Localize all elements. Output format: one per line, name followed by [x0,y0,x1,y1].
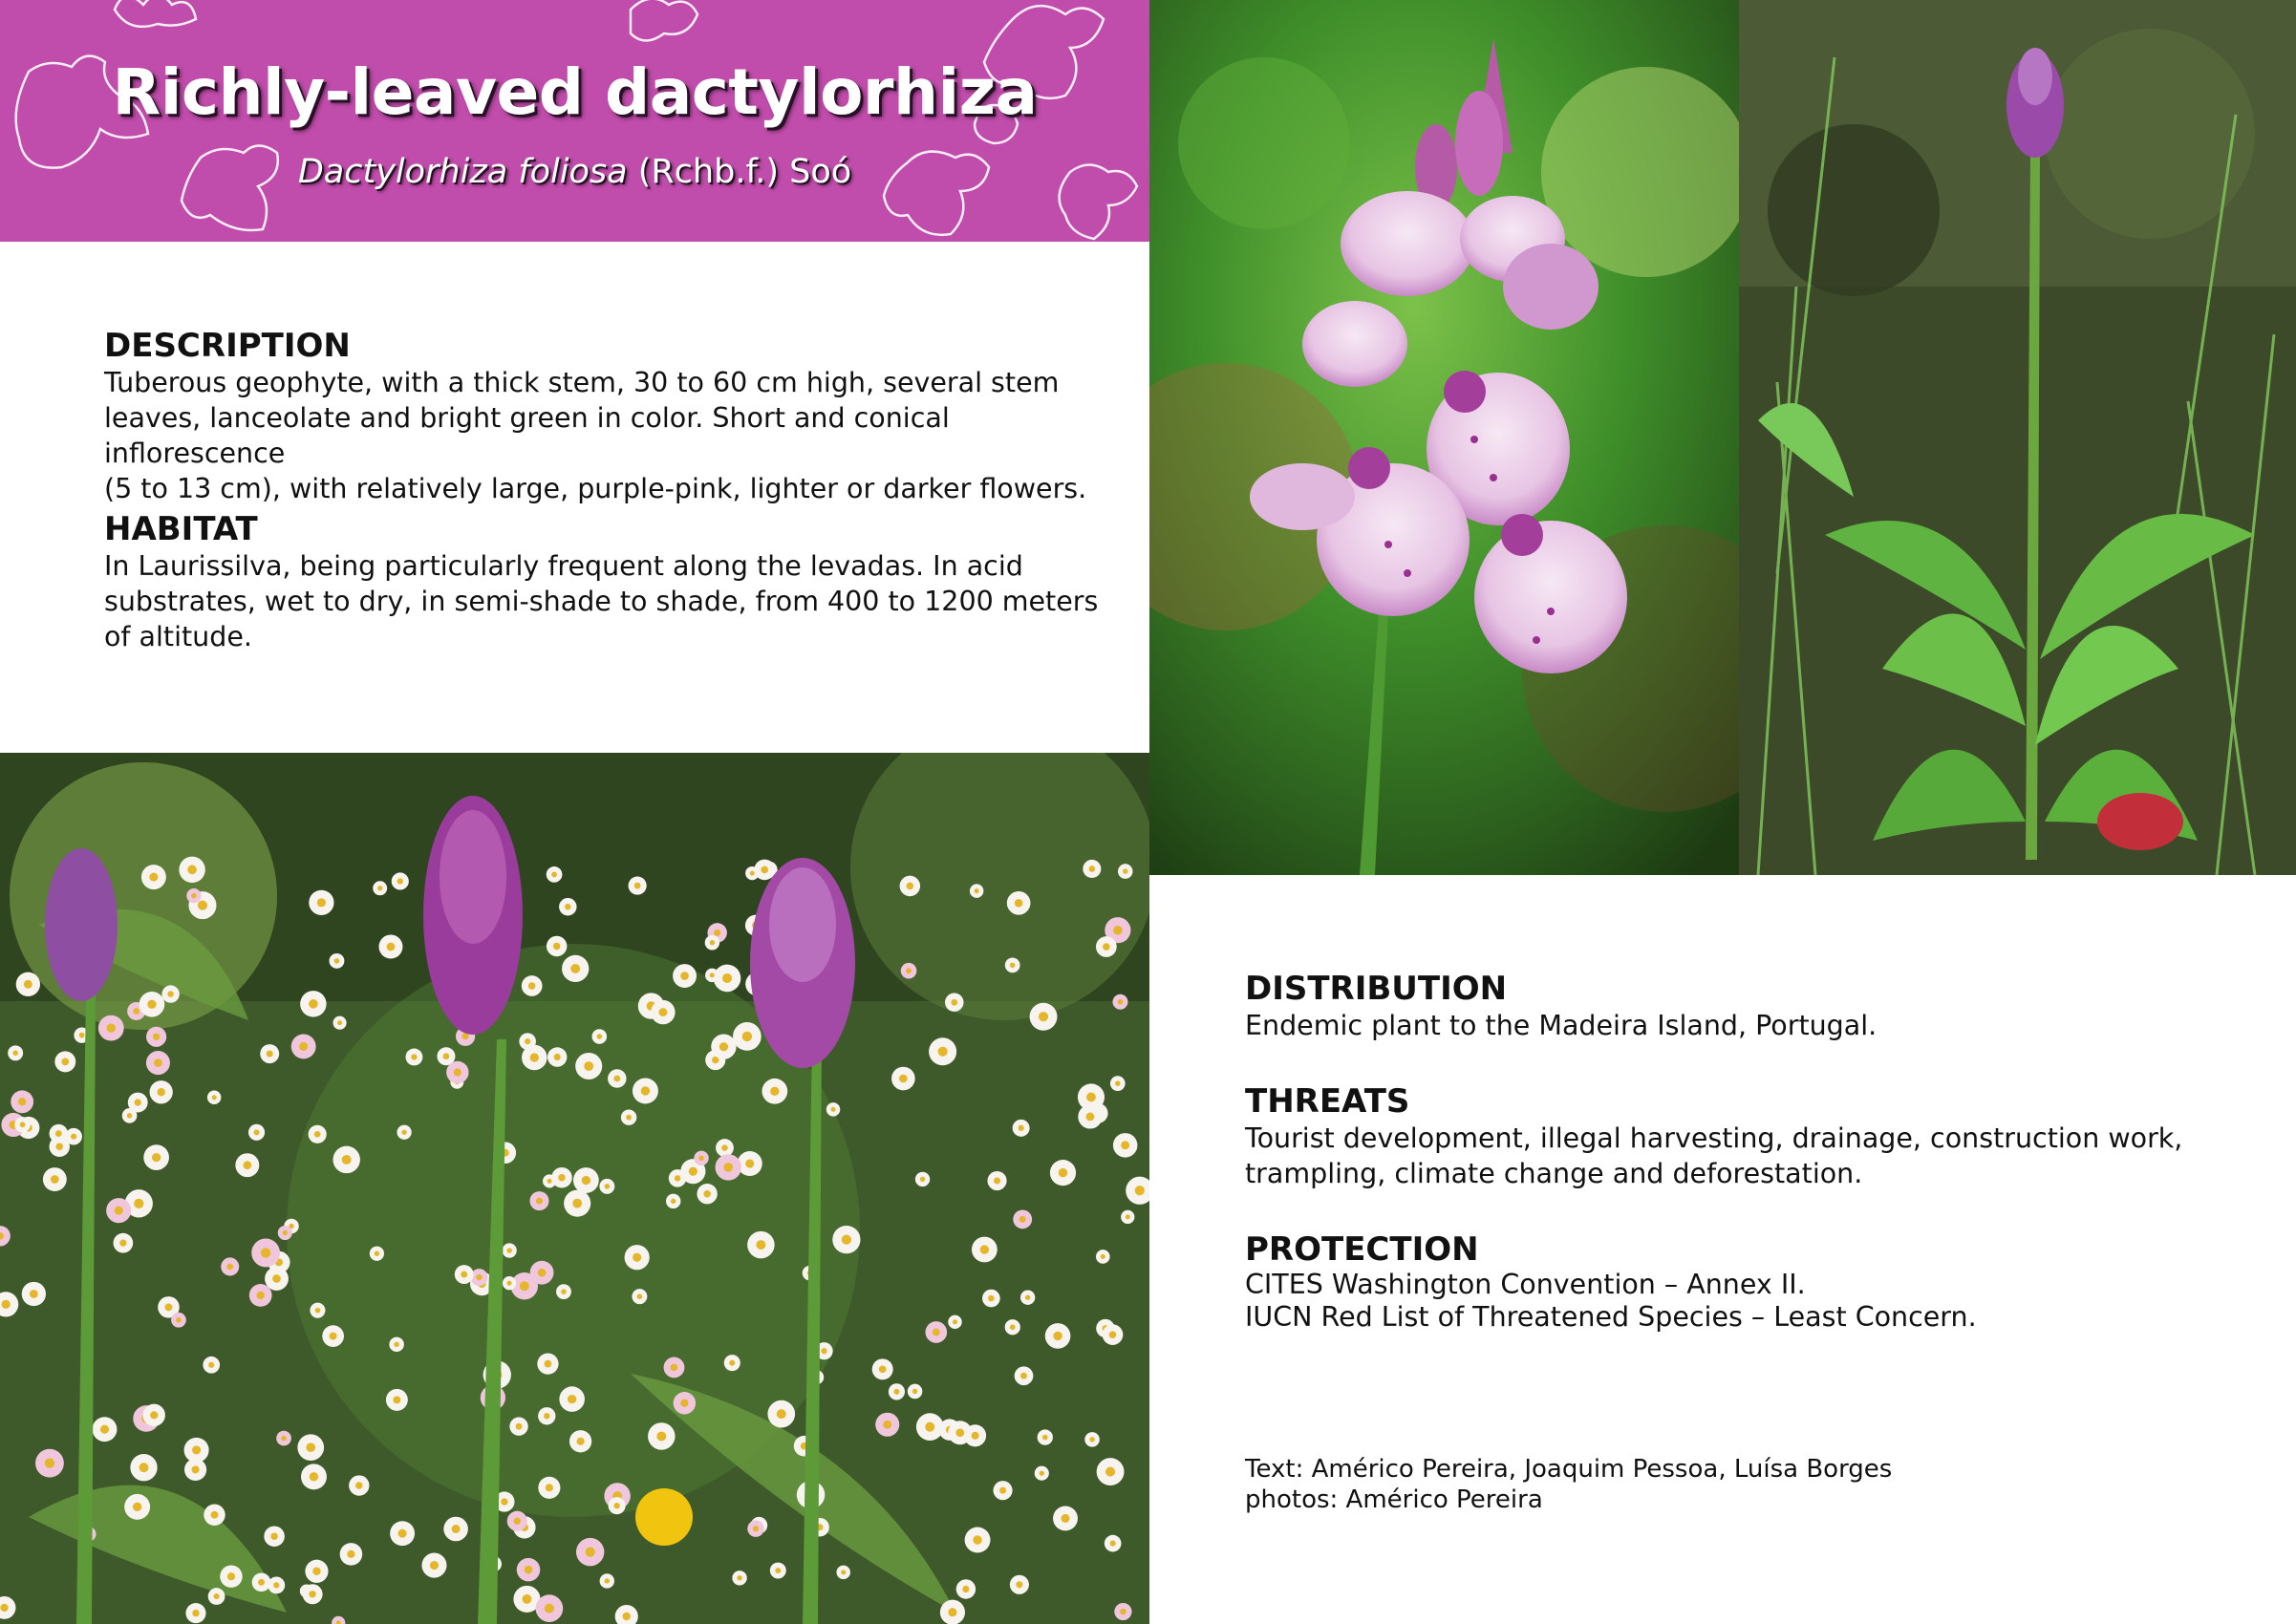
daisy-center [723,1163,733,1172]
daisy-center [775,1568,781,1573]
daisy-center [153,1034,160,1040]
habitat-line: substrates, wet to dry, in semi-shade to shade, from 400 to 1200 meters [104,586,1099,617]
protection-line: CITES Washington Convention – Annex II. [1245,1269,1806,1300]
daisy-center [980,1245,989,1253]
daisy-center [147,1000,156,1009]
daisy-center [745,1159,754,1167]
daisy-center [737,1575,741,1580]
daisy-center [1086,1113,1095,1122]
orchid-habit-photo [1739,0,2296,875]
daisy-center [150,1411,158,1419]
distribution-section [1245,970,2258,1043]
daisy-center [516,1423,523,1430]
daisy-center [198,901,207,910]
daisy-center [1089,1437,1094,1442]
daisy-center [1015,899,1023,908]
daisy-center [18,1098,26,1105]
daisy-center [176,1317,181,1322]
daisy-center [761,866,768,874]
daisy-center [907,883,914,890]
daisy-center [634,883,641,889]
daisy-center [938,1047,948,1057]
daisy-center [1053,1332,1062,1340]
daisy-center [680,1400,688,1407]
daisy-center [750,871,755,876]
daisy-center [1126,1214,1130,1219]
daisy-center [613,1076,620,1082]
daisy-center [273,1582,279,1588]
daisy-center [507,1281,512,1286]
daisy-center [883,1421,891,1429]
daisy-center [729,1360,735,1366]
daisy-center [342,1155,352,1165]
daisy-center [191,893,196,898]
daisy-center [544,1413,549,1419]
daisy-center [315,1308,321,1314]
daisy-center [520,1281,529,1291]
daisy-center [347,1550,354,1558]
daisy-center [135,1099,141,1105]
daisy-center [192,1445,201,1454]
header-banner [0,0,1149,242]
scientific-name-line [0,153,1149,191]
daisy-center [719,1042,728,1051]
daisy-center [551,871,557,877]
daisy-center [538,1269,547,1277]
credits-text-line: Text: Américo Pereira, Joaquim Pessoa, Luísa Borges [1245,1455,1893,1484]
daisy-center [1016,1581,1022,1588]
daisy-center [710,972,715,977]
daisy-center [714,930,720,936]
daisy-center [975,888,979,893]
daisy-center [283,1230,288,1235]
daisy-center [973,1535,981,1544]
daisy-center [1040,1471,1044,1476]
daisy-center [1118,999,1124,1005]
daisy-center [525,1038,530,1044]
credits [1245,1454,2258,1515]
daisy-center [208,1362,214,1368]
daisy-center [258,1579,265,1586]
credits-photo-line: photos: Américo Pereira [1245,1485,1543,1514]
daisy-center [272,1274,281,1283]
daisy-center [955,1428,964,1437]
daisy-center [100,1425,109,1434]
daisy-center [1113,926,1123,935]
daisy-center [1018,1125,1023,1131]
daisy-center [613,1503,619,1508]
daisy-center [525,1566,533,1574]
daisy-center [1086,1093,1096,1102]
daisy-center [514,1518,521,1525]
daisy-center [1105,1467,1115,1477]
daisy-center [605,1184,611,1189]
daisy-center [698,1156,703,1161]
habitat-section [104,510,1117,654]
daisy-center [55,1143,63,1151]
description-line: (5 to 13 cm), with relatively large, purple-pink, lighter or darker flowers. [104,473,1087,504]
daisy-center [1019,1216,1026,1223]
daisy-center [994,1177,1000,1184]
daisy-center [51,1175,59,1184]
daisy-center [443,1053,450,1059]
daisy-center [334,958,340,964]
habitat-line: In Laurissilva, being particularly frequent along the levadas. In acid [104,550,1023,582]
daisy-center [24,980,32,989]
daisy-center [257,1292,265,1299]
daisy-center [912,1389,917,1394]
daisy-center [501,1498,507,1505]
habitat-line: of altitude. [104,621,252,652]
daisy-center [689,1167,697,1176]
daisy-center [1115,1080,1121,1086]
daisy-center [633,1253,641,1262]
threats-section [1245,1082,2258,1191]
daisy-center [310,1472,318,1481]
daisy-center [545,1360,552,1368]
daisy-center [507,1248,512,1252]
daisy-center [71,1134,76,1140]
daisy-center [742,1032,752,1041]
daisy-center [394,1342,398,1347]
daisy-center [401,1130,406,1135]
daisy-center [430,1561,439,1570]
daisy-center [317,898,326,907]
daisy-center [309,1591,315,1597]
daisy-center [165,1303,173,1311]
daisy-center [753,1526,759,1531]
daisy-center [387,943,396,951]
daisy-center [577,1438,585,1445]
daisy-center [211,1511,219,1519]
daisy-center [536,1198,543,1205]
daisy-center [411,1054,417,1059]
habitat-heading: HABITAT [104,510,258,548]
daisy-center [545,1604,554,1613]
daisy-center [570,964,580,973]
daisy-center [680,972,689,980]
daisy-center [12,1051,18,1057]
daisy-center [149,873,158,882]
daisy-center [656,1431,666,1441]
daisy-center [281,1436,286,1441]
daisy-center [337,1020,342,1025]
daisy-center [192,1610,199,1616]
daisy-center [962,1586,969,1592]
scientific-name: Dactylorhiza foliosa [297,153,628,191]
daisy-center [1121,1141,1129,1149]
daisy-center [584,1061,593,1071]
daisy-center [452,1525,461,1533]
orchid-closeup-photo [1149,0,1739,875]
daisy-center [671,1199,676,1204]
daisy-center [375,1251,379,1256]
daisy-center [312,1568,320,1575]
daisy-center [397,878,403,884]
daisy-center [523,1594,532,1604]
daisy-center [841,1570,846,1574]
daisy-center [139,1463,149,1472]
daisy-center [756,1240,765,1250]
daisy-center [528,982,536,990]
daisy-center [187,865,197,875]
daisy-center [1101,1254,1105,1259]
daisy-center [586,1547,595,1556]
daisy-center [721,1144,728,1151]
daisy-center [988,1295,995,1302]
daisy-center [119,1240,126,1247]
daisy-center [127,1113,132,1118]
daisy-center [568,1395,576,1403]
distribution-line: Endemic plant to the Madeira Island, Portugal. [1245,1010,1878,1041]
daisy-center [309,999,318,1009]
daisy-center [637,1293,643,1299]
daisy-center [0,1604,8,1612]
description-line: Tuberous geophyte, with a thick stem, 30 to 60 cm high, several stem [104,367,1060,398]
daisy-center [55,1130,62,1137]
daisy-center [213,1593,219,1599]
daisy-center [1020,1373,1027,1379]
daisy-center [1123,868,1127,873]
daisy-center [454,1068,461,1076]
daisy-center [1059,1168,1068,1178]
daisy-center [61,1058,69,1066]
daisy-center [933,1329,940,1336]
protection-heading: PROTECTION [1245,1230,1479,1269]
daisy-center [821,1348,826,1354]
daisy-center [554,1054,561,1060]
daisy-center [355,1482,362,1488]
daisy-center [972,1432,979,1440]
daisy-center [953,1319,957,1324]
daisy-center [226,1264,233,1271]
daisy-center [157,1088,164,1096]
daisy-center [306,1442,315,1452]
description-line: leaves, lanceolate and bright green in color. Short and conical inflorescence [104,402,950,469]
daisy-center [597,1034,602,1038]
page-title: Richly-leaved dactylorhiza [112,55,1038,129]
daisy-center [830,1107,835,1112]
daisy-center [20,1122,26,1127]
daisy-center [299,1042,308,1051]
daisy-center [167,991,173,996]
daisy-center [1109,1331,1117,1338]
daisy-center [530,1053,539,1061]
daisy-center [770,1087,779,1096]
daisy-center [999,1487,1006,1494]
daisy-center [243,1161,251,1169]
daisy-center [270,1532,278,1540]
daisy-center [920,1177,925,1182]
daisy-center [842,1235,851,1245]
daisy-center [675,1175,680,1181]
daisy-center [261,1248,270,1257]
daisy-center [879,1365,887,1373]
daisy-center [45,1458,54,1467]
daisy-center [558,1174,566,1182]
daisy-center [565,904,570,909]
daisy-center [626,1115,632,1121]
daisy-center [605,1578,610,1583]
daisy-center [658,1008,667,1016]
daisy-center [1025,1295,1030,1300]
daisy-center [1039,1012,1048,1021]
description-heading: DESCRIPTION [104,327,351,365]
daisy-center [79,1033,85,1038]
daisy-center [2,1300,11,1309]
daisy-center [703,1190,710,1197]
daisy-center [115,1207,123,1215]
daisy-center [30,1290,38,1298]
daisy-center [107,1023,116,1032]
daisy-center [1135,1186,1145,1195]
daisy-center [1042,1435,1048,1441]
daisy-center [1088,865,1095,872]
daisy-center [582,1176,590,1185]
daisy-center [893,1389,899,1395]
threats-line: trampling, climate change and deforestation. [1245,1158,1863,1189]
daisy-center [133,1503,141,1511]
daisy-center [899,1075,908,1083]
threats-line: Tourist development, illegal harvesting, drainage, construction work, [1245,1122,2183,1154]
daisy-center [1010,963,1016,969]
daisy-center [641,1086,650,1095]
daisy-center [227,1572,235,1580]
daisy-center [314,1131,321,1138]
daisy-center [553,943,561,951]
daisy-center [951,999,957,1006]
description-section [104,327,1117,506]
daisy-center [1010,1324,1016,1330]
daisy-center [154,1058,162,1067]
daisy-center [777,1409,786,1419]
daisy-center [1103,943,1110,951]
protection-section [1245,1230,2258,1334]
taxonomic-authority: (Rchb.f.) Soó [627,153,852,191]
daisy-center [393,1396,400,1403]
daisy-center [212,1095,217,1100]
daisy-center [546,1484,553,1491]
daisy-center [1110,1541,1116,1547]
daisy-center [948,1608,956,1616]
daisy-center [152,1153,161,1162]
daisy-center [461,1271,467,1278]
daisy-center [377,886,382,890]
daisy-center [1061,1514,1069,1523]
daisy-center [572,1199,582,1208]
daisy-center [623,1613,631,1620]
daisy-center [267,1051,273,1058]
daisy-center [671,1364,678,1372]
daisy-center [398,1529,407,1538]
daisy-center [547,1179,552,1184]
threats-heading: THREATS [1245,1082,1410,1121]
daisy-center [1120,1609,1126,1614]
daisy-center [192,1465,200,1473]
daisy-center [330,1333,337,1340]
meadow-photo [0,753,1149,1624]
daisy-center [254,1129,260,1135]
daisy-center [925,1422,934,1432]
daisy-center [906,968,912,973]
daisy-center [710,940,715,945]
protection-line: IUCN Red List of Threatened Species – Least Concern. [1245,1301,1977,1333]
daisy-center [476,1274,482,1280]
daisy-center [133,1008,139,1015]
distribution-heading: DISTRIBUTION [1245,970,1508,1008]
daisy-center [561,1289,567,1294]
daisy-center [722,973,732,983]
daisy-center [134,1199,143,1208]
